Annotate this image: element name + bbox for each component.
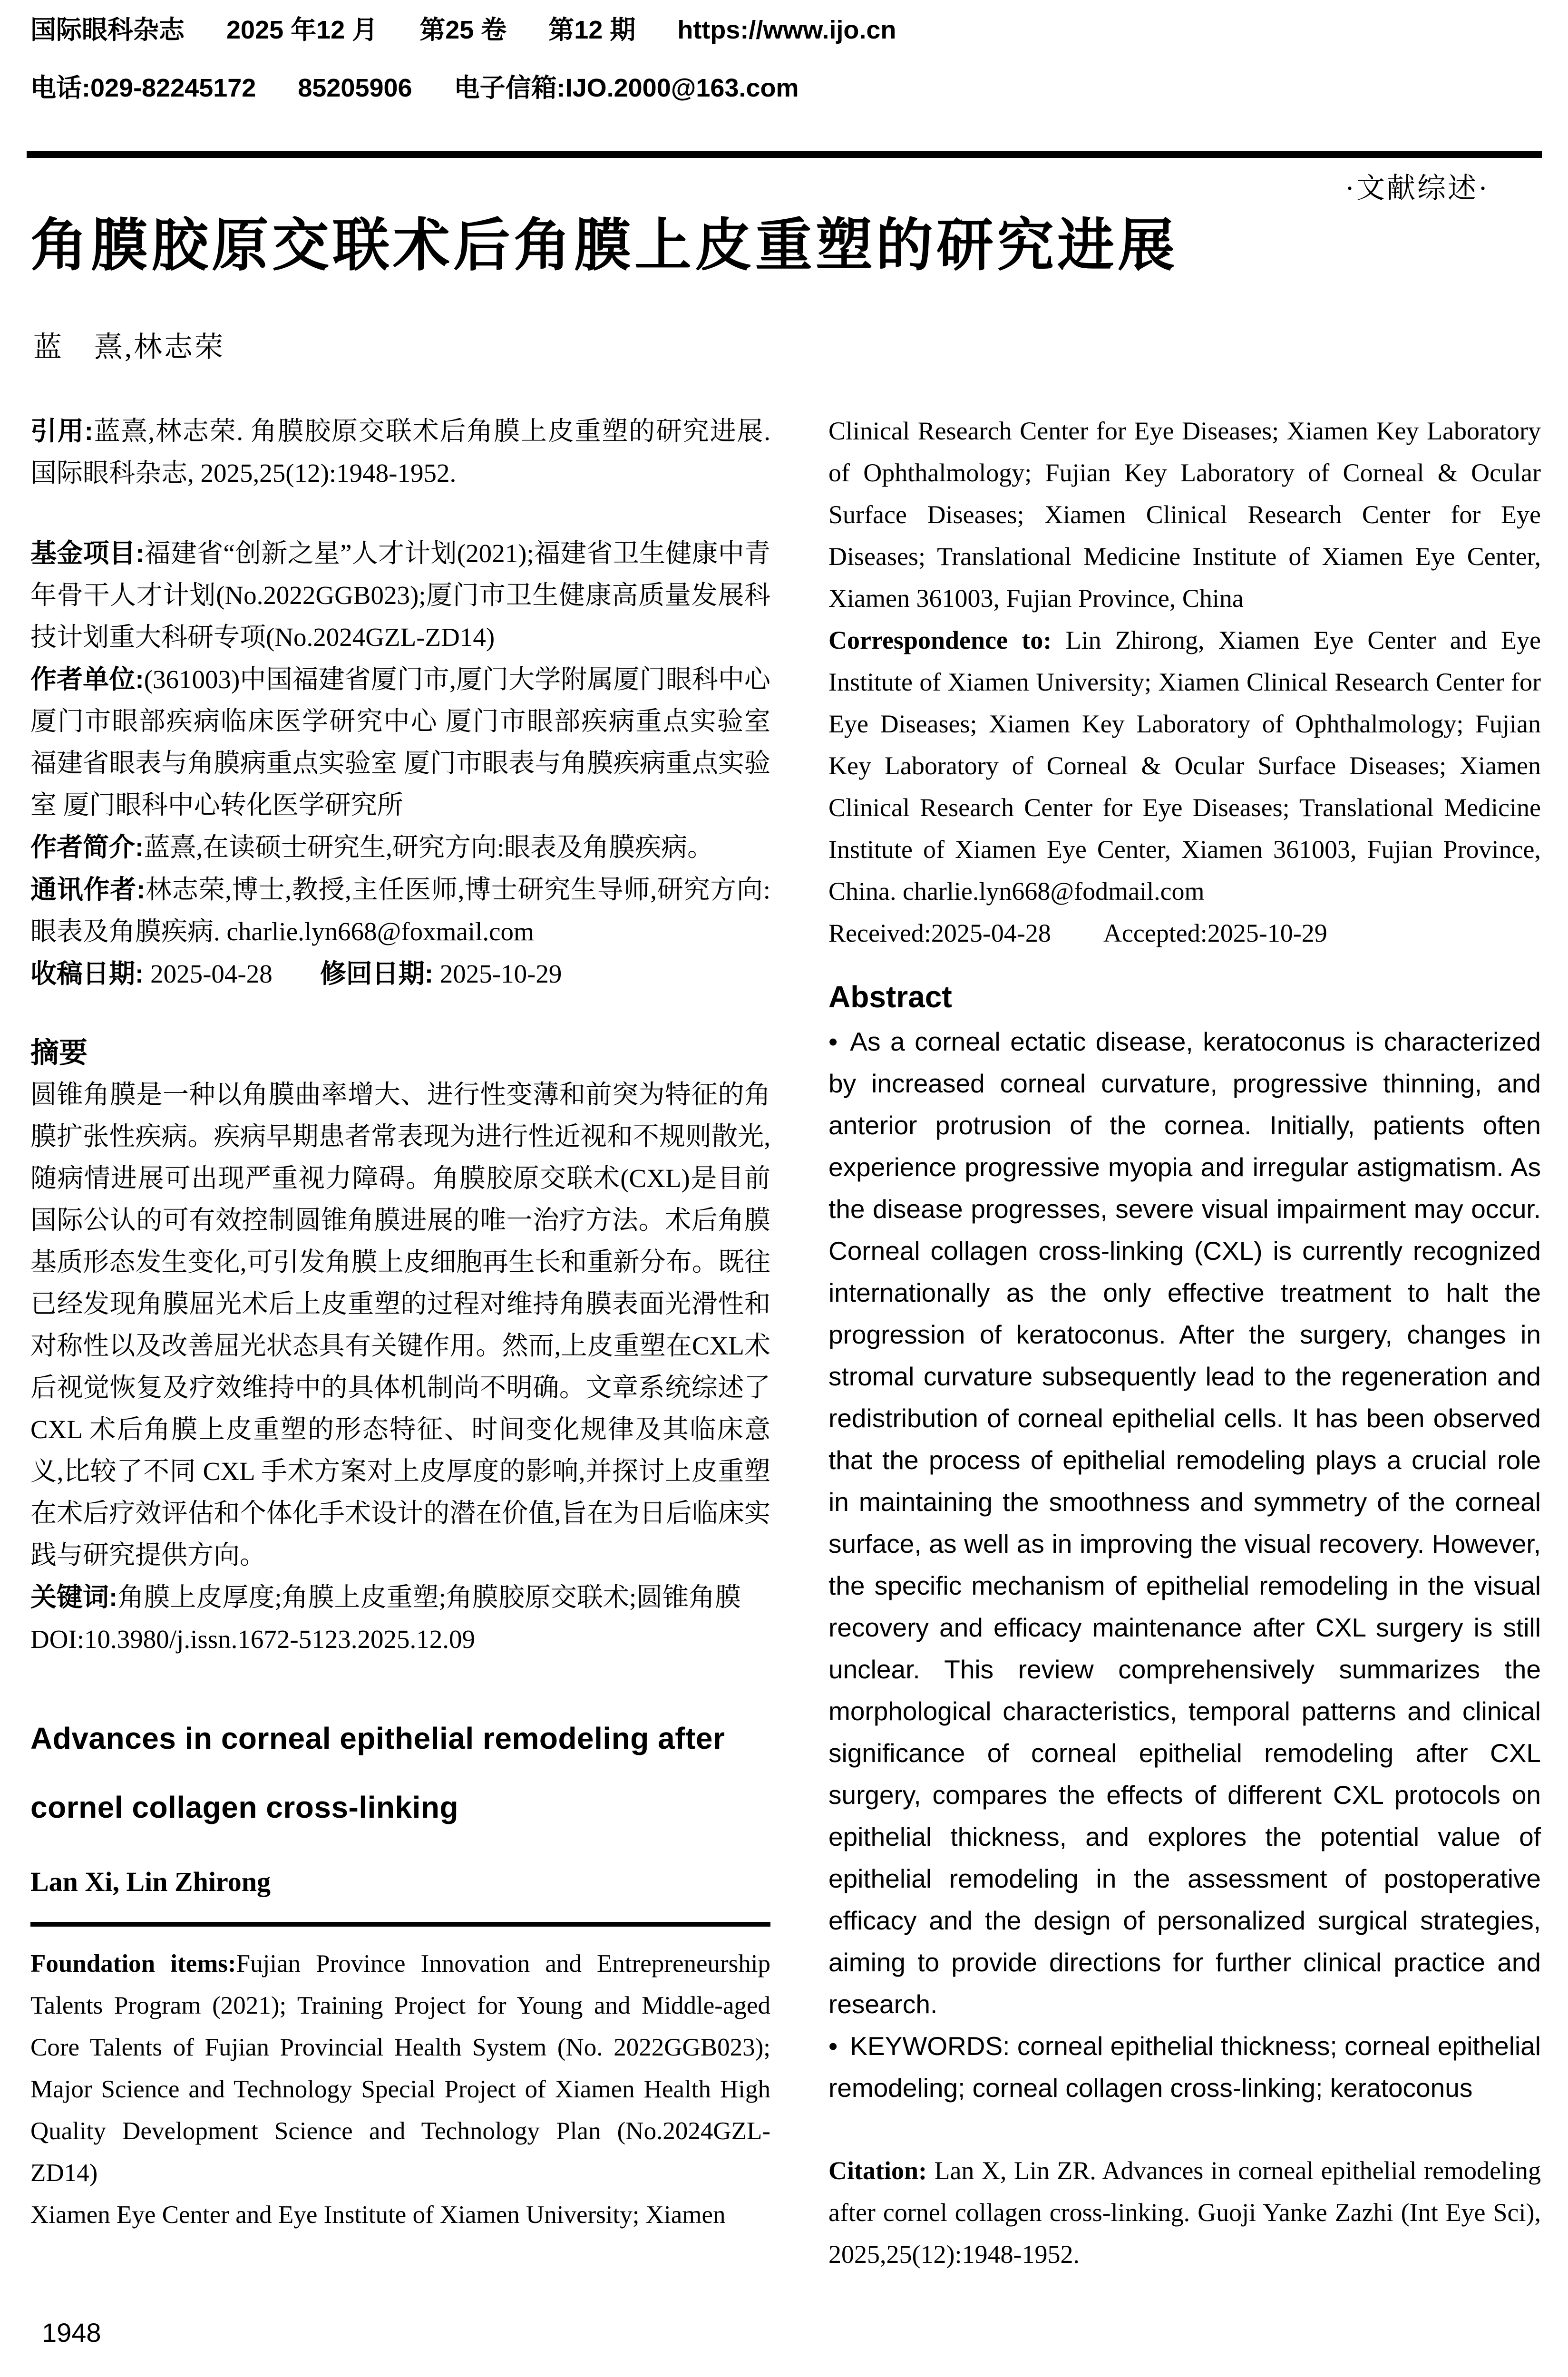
citation-cn-text: 蓝熹,林志荣. 角膜胶原交联术后角膜上皮重塑的研究进展. 国际眼科杂志, 2025,25(12):1948-1952. <box>30 417 770 487</box>
author-bio-cn-label: 作者简介: <box>30 832 144 862</box>
received-date-cn-label: 收稿日期: <box>30 959 144 988</box>
masthead-line-2 <box>30 71 1543 105</box>
abstract-cn-text: 圆锥角膜是一种以角膜曲率增大、进行性变薄和前突为特征的角膜扩张性疾病。疾病早期患者常表现为进行性近视和不规则散光,随病情进展可出现严重视力障碍。角膜胶原交联术(CXL)是目前国际公认的可有效控制圆锥角膜进展的唯一治疗方法。术后角膜基质形态发生变化,可引发角膜上皮细胞再生长和重新分布。既往已经发现角膜屈光术后上皮重塑的过程对维持角膜表面光滑性和对称性以及改善屈光状态具有关键作用。然而,上皮重塑在CXL术后视觉恢复及疗效维持中的具体机制尚不明确。文章系统综述了 CXL 术后角膜上皮重塑的形态特征、时间变化规律及其临床意义,比较了不同 CXL 手术方案对上皮厚度的影响,并探讨上皮重塑在术后疗效评估和个体化手术设计的潜在价值,旨在为日后临床实践与研究提供方向。 <box>30 1080 770 1569</box>
left-column <box>30 410 770 2236</box>
affiliation-en-start: Xiamen Eye Center and Eye Institute of Xiamen University; Xiamen <box>30 2201 726 2229</box>
journal-name: 国际眼科杂志 <box>30 16 185 44</box>
citation-en <box>828 2150 1541 2275</box>
article-authors-en: Lan Xi, Lin Zhirong <box>30 1866 271 1897</box>
revised-date-cn-label: 修回日期: <box>320 959 434 988</box>
citation-en-label: Citation: <box>828 2156 927 2185</box>
volume: 第25 卷 <box>419 16 507 44</box>
keywords-cn-label: 关键词: <box>30 1582 118 1612</box>
keywords-en-text: corneal epithelial thickness; corneal epithelial remodeling; corneal collagen cross-linking; keratoconus <box>828 2031 1541 2103</box>
received-en-value: 2025-04-28 <box>931 919 1051 947</box>
corresponding-author-cn-text: 林志荣,博士,教授,主任医师,博士研究生导师,研究方向:眼表及角膜疾病. charlie.lyn668@foxmail.com <box>30 875 770 946</box>
abstract-cn-heading: 摘要 <box>30 1037 88 1069</box>
issue-date: 2025 年12 月 <box>226 16 378 44</box>
keywords-cn <box>30 1576 770 1618</box>
revised-date-cn-value: 2025-10-29 <box>433 959 562 988</box>
foundation-items-en-label: Foundation items: <box>30 1950 236 1978</box>
foundation-cn <box>30 532 770 658</box>
corresponding-author-cn-label: 通讯作者: <box>30 875 146 904</box>
article-authors-cn: 蓝 熹,林志荣 <box>33 331 225 363</box>
citation-cn <box>30 410 770 494</box>
page-number: 1948 <box>42 2318 101 2348</box>
foundation-items-en <box>30 1943 770 2194</box>
abstract-en-body <box>828 1021 1541 2025</box>
journal-masthead <box>30 13 1543 105</box>
correspondence-en-label: Correspondence to: <box>828 626 1052 654</box>
dates-cn <box>30 953 770 995</box>
correspondence-en-text: Lin Zhirong, Xiamen Eye Center and Eye Institute of Xiamen University; Xiamen Clinical Research Center for Eye Diseases; Xiamen Key Laboratory of Ophthalmology; Fujian Key Laboratory of Corneal & Ocular Surface Diseases; Xiamen Clinical Research Center for Eye Diseases; Translational Medicine Institute of Xiamen Eye Center, Xiamen 361003, Fujian Province, China. charlie.lyn668@fodmail.com <box>828 626 1541 906</box>
journal-url: https://www.ijo.cn <box>677 16 896 44</box>
masthead-divider <box>27 151 1542 158</box>
author-bio-cn <box>30 826 770 868</box>
journal-phone: 电话:029-82245172 <box>30 74 256 102</box>
right-column <box>828 410 1541 2275</box>
author-bio-cn-text: 蓝熹,在读硕士研究生,研究方向:眼表及角膜疾病。 <box>144 833 714 862</box>
affiliation-cn-label: 作者单位: <box>30 664 144 694</box>
bullet-icon: • <box>828 2031 838 2061</box>
foundation-cn-label: 基金项目: <box>30 538 145 568</box>
doi-line: DOI:10.3980/j.issn.1672-5123.2025.12.09 <box>30 1625 475 1654</box>
abstract-en-heading: Abstract <box>828 980 952 1014</box>
dates-en <box>828 912 1541 954</box>
affiliation-en-continuation: Clinical Research Center for Eye Diseases; Xiamen Key Laboratory of Ophthalmology; Fujian Key Laboratory of Corneal & Ocular Surface Diseases; Xiamen Clinical Research Center for Eye Diseases; Translational Medicine Institute of Xiamen Eye Center, Xiamen 361003, Fujian Province, China <box>828 417 1541 613</box>
citation-cn-label: 引用: <box>30 416 93 446</box>
footnote-divider <box>30 1922 770 1927</box>
article-title-en: Advances in corneal epithelial remodeling after cornel collagen cross-linking <box>30 1721 725 1824</box>
foundation-items-en-text: Fujian Province Innovation and Entrepreneurship Talents Program (2021); Training Project for Young and Middle-aged Core Talents of Fujian Provincial Health System (No. 2022GGB023); Major Science and Technology Special Project of Xiamen Health High Quality Development Science and Technology Plan (No.2024GZL-ZD14) <box>30 1950 770 2187</box>
abstract-en-text: As a corneal ectatic disease, keratoconus is characterized by increased corneal curvature, progressive thinning, and anterior protrusion of the cornea. Initially, patients often experience progressive myopia and irregular astigmatism. As the disease progresses, severe visual impairment may occur. Corneal collagen cross-linking (CXL) is currently recognized internationally as the only effective treatment to halt the progression of keratoconus. After the surgery, changes in stromal curvature subsequently lead to the regeneration and redistribution of corneal epithelial cells. It has been observed that the process of epithelial remodeling plays a crucial role in maintaining the smoothness and symmetry of the corneal surface, as well as in improving the visual recovery. However, the specific mechanism of epithelial remodeling in the visual recovery and efficacy maintenance after CXL surgery is still unclear. This review comprehensively summarizes the morphological characteristics, temporal patterns and clinical significance of corneal epithelial remodeling after CXL surgery, compares the effects of different CXL protocols on epithelial thickness, and explores the potential value of epithelial remodeling in the assessment of postoperative efficacy and the design of personalized surgical strategies, aiming to provide directions for further clinical practice and research. <box>828 1027 1541 2019</box>
correspondence-en <box>828 619 1541 912</box>
received-date-cn-value: 2025-04-28 <box>144 959 273 988</box>
affiliation-cn <box>30 658 770 826</box>
keywords-en <box>828 2025 1541 2109</box>
article-title-cn: 角膜胶原交联术后角膜上皮重塑的研究进展 <box>30 214 1178 277</box>
journal-phone-2: 85205906 <box>298 74 412 102</box>
affiliation-cn-text: (361003)中国福建省厦门市,厦门大学附属厦门眼科中心 厦门市眼部疾病临床医学研究中心 厦门市眼部疾病重点实验室 福建省眼表与角膜病重点实验室 厦门市眼表与角膜疾病重点实验室 厦门眼科中心转化医学研究所 <box>30 665 770 819</box>
citation-en-text: Lan X, Lin ZR. Advances in corneal epithelial remodeling after cornel collagen cross-linking. Guoji Yanke Zazhi (Int Eye Sci), 2025,25(12):1948-1952. <box>828 2156 1541 2269</box>
corresponding-author-cn <box>30 868 770 953</box>
accepted-en-label: Accepted: <box>1103 919 1208 947</box>
foundation-cn-text: 福建省“创新之星”人才计划(2021);福建省卫生健康中青年骨干人才计划(No.2022GGB023);厦门市卫生健康高质量发展科技计划重大科研专项(No.2024GZL-ZD14) <box>30 539 770 652</box>
received-en-label: Received: <box>828 919 931 947</box>
issue-number: 第12 期 <box>548 16 636 44</box>
article-type-badge: ·文献综述· <box>1345 173 1490 204</box>
masthead-line-1 <box>30 13 1543 47</box>
keywords-en-label: KEYWORDS: <box>850 2031 1010 2061</box>
keywords-cn-text: 角膜上皮厚度;角膜上皮重塑;角膜胶原交联术;圆锥角膜 <box>117 1583 741 1612</box>
journal-email: 电子信箱:IJO.2000@163.com <box>454 74 799 102</box>
accepted-en-value: 2025-10-29 <box>1207 919 1327 947</box>
bullet-icon: • <box>828 1027 838 1056</box>
